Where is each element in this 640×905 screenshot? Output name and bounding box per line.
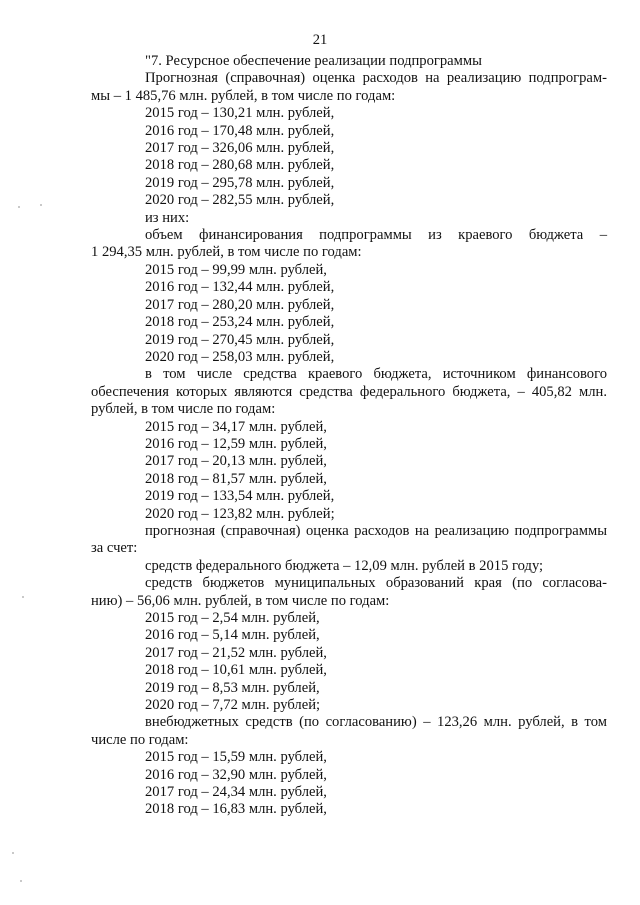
- text-line: за счет:: [91, 540, 138, 557]
- text-line: 2019 год – 133,54 млн. рублей,: [145, 488, 335, 505]
- text-line: 2019 год – 270,45 млн. рублей,: [145, 331, 335, 348]
- text-line: 2019 год – 8,53 млн. рублей,: [145, 679, 320, 696]
- scan-speck: [22, 596, 24, 598]
- text-line: числе по годам:: [91, 731, 189, 748]
- text-line: 2015 год – 34,17 млн. рублей,: [145, 418, 327, 435]
- text-line: 2018 год – 253,24 млн. рублей,: [145, 314, 335, 331]
- text-line: 2018 год – 10,61 млн. рублей,: [145, 662, 327, 679]
- text-line: объем финансирования подпрограммы из краевого бюджета –: [145, 227, 607, 244]
- text-line: 2020 год – 123,82 млн. рублей;: [145, 505, 335, 522]
- text-line: 2015 год – 15,59 млн. рублей,: [145, 749, 327, 766]
- text-line: 2017 год – 24,34 млн. рублей,: [145, 784, 327, 801]
- text-line: 2018 год – 16,83 млн. рублей,: [145, 801, 327, 818]
- text-line: 2015 год – 99,99 млн. рублей,: [145, 261, 327, 278]
- text-line: 2018 год – 81,57 млн. рублей,: [145, 470, 327, 487]
- text-line: 2017 год – 20,13 млн. рублей,: [145, 453, 327, 470]
- text-line: 2018 год – 280,68 млн. рублей,: [145, 157, 335, 174]
- text-line: прогнозная (справочная) оценка расходов на реализацию подпрограммы: [145, 522, 607, 539]
- text-line: из них:: [145, 209, 190, 226]
- text-line: нию) – 56,06 млн. рублей, в том числе по годам:: [91, 592, 390, 609]
- text-line: 2020 год – 258,03 млн. рублей,: [145, 348, 335, 365]
- text-line: 2015 год – 130,21 млн. рублей,: [145, 105, 335, 122]
- text-line: мы – 1 485,76 млн. рублей, в том числе по годам:: [91, 87, 396, 104]
- scan-speck: [18, 206, 20, 208]
- text-line: 2016 год – 170,48 млн. рублей,: [145, 122, 335, 139]
- text-line: внебюджетных средств (по согласованию) – 123,26 млн. рублей, в том: [145, 714, 607, 731]
- text-line: Прогнозная (справочная) оценка расходов на реализацию подпрограм-: [145, 70, 607, 87]
- text-line: 2016 год – 132,44 млн. рублей,: [145, 279, 335, 296]
- text-line: рублей, в том числе по годам:: [91, 401, 276, 418]
- scan-speck: [20, 880, 22, 882]
- scan-speck: [40, 204, 42, 206]
- text-line: 2017 год – 280,20 млн. рублей,: [145, 296, 335, 313]
- text-line: 2016 год – 5,14 млн. рублей,: [145, 627, 320, 644]
- document-body: [91, 53, 607, 819]
- text-line: 2020 год – 282,55 млн. рублей,: [145, 192, 335, 209]
- text-line: средств бюджетов муниципальных образований края (по согласова-: [145, 575, 607, 592]
- page-number: 21: [312, 32, 328, 48]
- scan-speck: [12, 852, 14, 854]
- text-line: 2017 год – 326,06 млн. рублей,: [145, 140, 335, 157]
- text-line: 2019 год – 295,78 млн. рублей,: [145, 174, 335, 191]
- text-line: 1 294,35 млн. рублей, в том числе по годам:: [91, 244, 362, 261]
- text-line: 2017 год – 21,52 млн. рублей,: [145, 644, 327, 661]
- text-line: 2020 год – 7,72 млн. рублей;: [145, 697, 321, 714]
- section-heading: "7. Ресурсное обеспечение реализации подпрограммы: [145, 53, 482, 69]
- text-line: 2016 год – 12,59 млн. рублей,: [145, 435, 327, 452]
- text-line: в том числе средства краевого бюджета, источником финансового: [145, 366, 607, 383]
- text-line: обеспечения которых являются средства федерального бюджета, – 405,82 млн.: [91, 383, 607, 400]
- text-line: средств федерального бюджета – 12,09 млн. рублей в 2015 году;: [145, 557, 544, 574]
- text-line: 2015 год – 2,54 млн. рублей,: [145, 610, 320, 626]
- text-line: 2016 год – 32,90 млн. рублей,: [145, 766, 327, 783]
